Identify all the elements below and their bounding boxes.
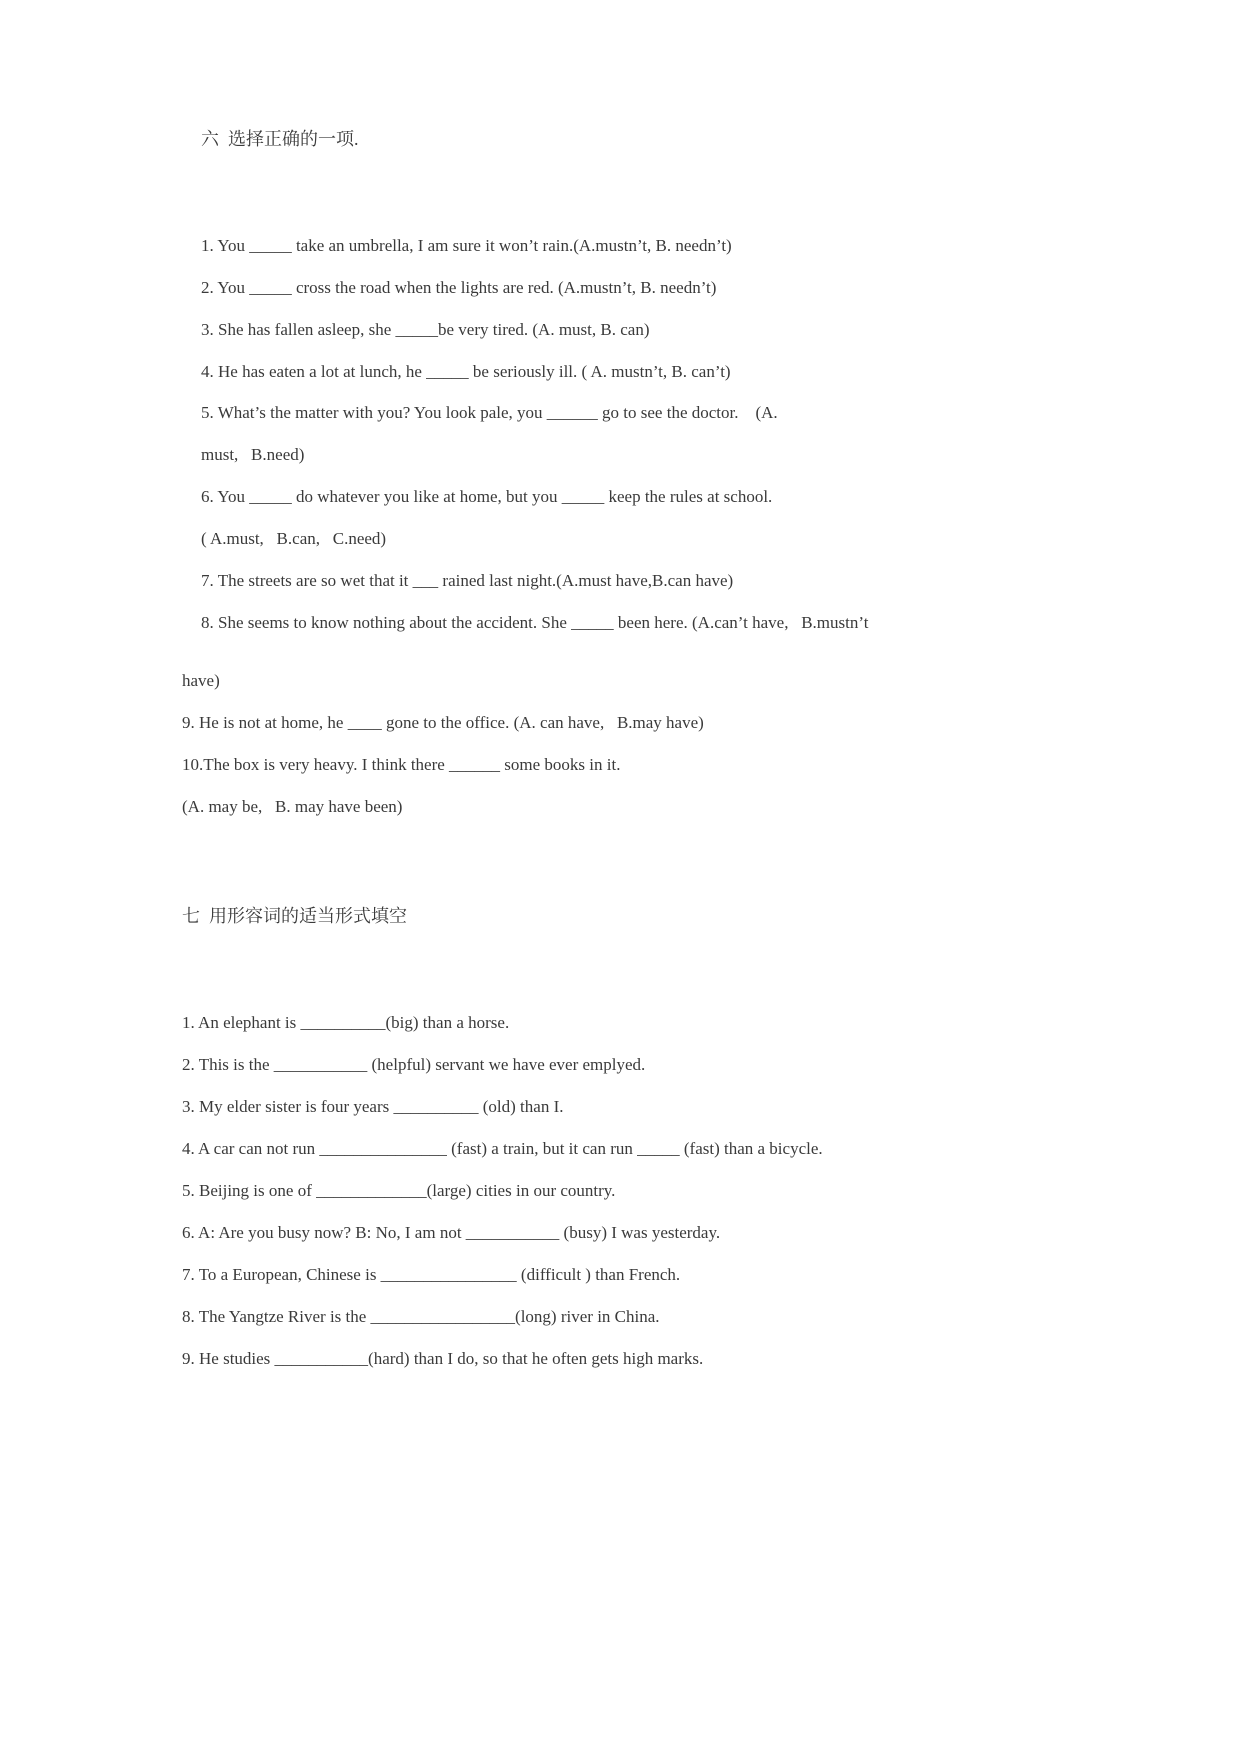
fill-2: 2. This is the ___________ (helpful) servant we have ever emplyed. [182,1055,646,1074]
question-2: 2. You _____ cross the road when the lights are red. (A.mustn’t, B. needn’t) [201,278,717,297]
question-8-options: have) [182,671,220,690]
question-9: 9. He is not at home, he ____ gone to the office. (A. can have, B.may have) [182,713,704,732]
fill-4: 4. A car can not run _______________ (fast) a train, but it can run _____ (fast) than a bicycle. [182,1139,823,1158]
fill-7: 7. To a European, Chinese is ________________ (difficult ) than French. [182,1265,681,1284]
fill-3: 3. My elder sister is four years __________ (old) than I. [182,1097,564,1116]
question-10: 10.The box is very heavy. I think there ______ some books in it. [182,755,621,774]
question-8: 8. She seems to know nothing about the accident. She _____ been here. (A.can’t have, B.mustn’t [201,613,869,632]
fill-1: 1. An elephant is __________(big) than a horse. [182,1013,510,1032]
question-7: 7. The streets are so wet that it ___ rained last night.(A.must have,B.can have) [201,571,734,590]
question-1: 1. You _____ take an umbrella, I am sure it won’t rain.(A.mustn’t, B. needn’t) [201,236,732,255]
question-4: 4. He has eaten a lot at lunch, he _____ be seriously ill. ( A. mustn’t, B. can’t) [201,362,731,381]
question-5: 5. What’s the matter with you? You look pale, you ______ go to see the doctor. (A. [201,403,778,422]
section-7-heading: 七 用形容词的适当形式填空 [182,906,407,926]
question-5-options: must, B.need) [201,445,305,464]
question-6: 6. You _____ do whatever you like at home, but you _____ keep the rules at school. [201,487,773,506]
section-6-heading: 六 选择正确的一项. [201,129,359,149]
fill-5: 5. Beijing is one of _____________(large) cities in our country. [182,1181,616,1200]
fill-8: 8. The Yangtze River is the _________________(long) river in China. [182,1307,660,1326]
question-10-options: (A. may be, B. may have been) [182,797,403,816]
question-6-options: ( A.must, B.can, C.need) [201,529,387,548]
fill-6: 6. A: Are you busy now? B: No, I am not ___________ (busy) I was yesterday. [182,1223,721,1242]
fill-9: 9. He studies ___________(hard) than I do, so that he often gets high marks. [182,1349,704,1368]
question-3: 3. She has fallen asleep, she _____be very tired. (A. must, B. can) [201,320,650,339]
